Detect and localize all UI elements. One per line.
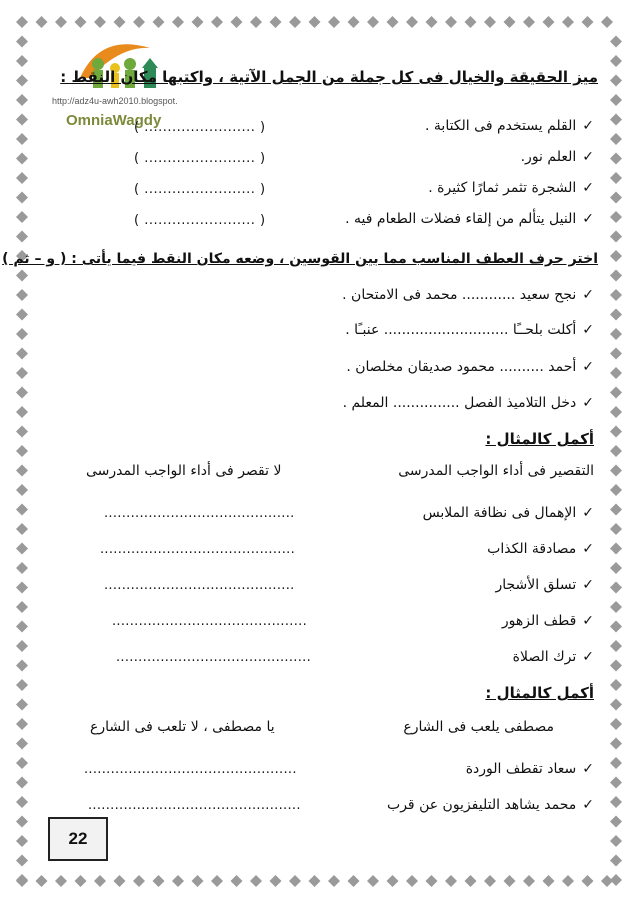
border-diamond (192, 875, 204, 887)
section2-item (342, 287, 594, 303)
border-diamond (610, 582, 622, 594)
border-diamond (16, 211, 28, 223)
border-diamond (250, 16, 262, 28)
border-diamond (406, 875, 418, 887)
border-diamond (16, 660, 28, 672)
border-diamond (16, 523, 28, 535)
border-diamond (16, 640, 28, 652)
border-diamond (133, 16, 145, 28)
border-diamond (16, 738, 28, 750)
border-diamond (465, 875, 477, 887)
border-diamond (16, 16, 28, 28)
border-diamond (610, 192, 622, 204)
border-diamond (426, 16, 438, 28)
item-text: الإهمال فى نظافة الملابس (422, 505, 577, 521)
border-diamond (94, 16, 106, 28)
item-text: الشجرة تثمر ثمارًا كثيرة . (428, 180, 577, 196)
border-diamond (16, 582, 28, 594)
border-diamond (610, 114, 622, 126)
border-diamond (16, 172, 28, 184)
border-diamond (523, 16, 535, 28)
example-right: يا مصطفى ، لا تلعب فى الشارع (90, 719, 275, 735)
item-text: مصادقة الكذاب (487, 541, 577, 557)
answer-blank: ( ........................ ) (134, 182, 266, 197)
answer-blank: ( ........................ ) (134, 151, 266, 166)
border-diamond (16, 426, 28, 438)
border-diamond (610, 445, 622, 457)
border-diamond (367, 16, 379, 28)
logo-brand: OmniaWagdy (66, 112, 162, 129)
border-diamond (610, 426, 622, 438)
border-diamond (348, 16, 360, 28)
section2-item (346, 359, 594, 375)
border-diamond (610, 231, 622, 243)
border-diamond (582, 875, 594, 887)
border-diamond (16, 562, 28, 574)
checkmark-icon: ✓ (582, 613, 594, 629)
border-diamond (16, 289, 28, 301)
border-diamond (610, 796, 622, 808)
item-text: النيل يتألم من إلقاء فضلات الطعام فيه . (345, 211, 577, 227)
checkmark-icon: ✓ (582, 541, 594, 557)
border-diamond (16, 601, 28, 613)
border-diamond (543, 875, 555, 887)
section1-item (521, 149, 594, 165)
border-diamond (16, 543, 28, 555)
checkmark-icon: ✓ (582, 211, 594, 227)
answer-dots: ............................................ (116, 650, 312, 665)
section1-item (345, 211, 594, 227)
border-diamond (16, 699, 28, 711)
example-left: التقصير فى أداء الواجب المدرسى (398, 463, 594, 479)
border-diamond (610, 855, 622, 867)
item-text: أحمد .......... محمود صديقان مخلصان . (346, 359, 577, 375)
section1-item (428, 180, 594, 196)
answer-dots: ............................................ (100, 542, 296, 557)
checkmark-icon: ✓ (582, 287, 594, 303)
item-text: العلم نور. (520, 149, 577, 165)
border-diamond (16, 445, 28, 457)
border-diamond (610, 504, 622, 516)
border-diamond (610, 777, 622, 789)
section4-item (387, 797, 594, 813)
checkmark-icon: ✓ (582, 577, 594, 593)
border-diamond (16, 757, 28, 769)
section3-item (502, 613, 594, 629)
border-diamond (610, 328, 622, 340)
checkmark-icon: ✓ (582, 797, 594, 813)
answer-dots: ........................................... (104, 506, 295, 521)
checkmark-icon: ✓ (582, 359, 594, 375)
checkmark-icon: ✓ (582, 149, 594, 165)
border-diamond (610, 640, 622, 652)
border-diamond (610, 75, 622, 87)
border-diamond (289, 875, 301, 887)
border-diamond (16, 796, 28, 808)
border-diamond (610, 835, 622, 847)
border-diamond (270, 875, 282, 887)
border-diamond (309, 875, 321, 887)
border-diamond (610, 523, 622, 535)
border-diamond (16, 835, 28, 847)
border-diamond (562, 16, 574, 28)
checkmark-icon: ✓ (582, 649, 594, 665)
border-diamond (610, 172, 622, 184)
border-diamond (211, 16, 223, 28)
border-diamond (610, 465, 622, 477)
section2-heading: اختر حرف العطف المناسب مما بين القوسين ، وضعه مكان النقط فيما يأتى : ( و – ثم ) (2, 251, 598, 267)
border-diamond (610, 348, 622, 360)
section2-item (343, 395, 594, 411)
border-diamond (610, 367, 622, 379)
border-diamond (36, 16, 48, 28)
border-diamond (16, 153, 28, 165)
border-diamond (16, 348, 28, 360)
border-diamond (610, 660, 622, 672)
example-right: لا تقصر فى أداء الواجب المدرسى (86, 463, 282, 479)
section3-heading: أكمل كالمثال : (485, 430, 594, 448)
checkmark-icon: ✓ (582, 761, 594, 777)
answer-dots: ................................................ (84, 762, 297, 777)
border-diamond (309, 16, 321, 28)
border-diamond (250, 875, 262, 887)
border-diamond (504, 16, 516, 28)
border-diamond (16, 231, 28, 243)
border-diamond (192, 16, 204, 28)
border-diamond (16, 114, 28, 126)
border-diamond (610, 738, 622, 750)
logo-url: http://adz4u-awh2010.blogspot. (52, 96, 178, 106)
border-diamond (610, 699, 622, 711)
border-diamond (610, 270, 622, 282)
border-diamond (465, 16, 477, 28)
checkmark-icon: ✓ (582, 395, 594, 411)
border-diamond (610, 250, 622, 262)
item-text: ترك الصلاة (512, 649, 577, 665)
border-diamond (16, 75, 28, 87)
border-diamond (75, 16, 87, 28)
border-diamond (16, 328, 28, 340)
border-diamond (270, 16, 282, 28)
border-diamond (610, 94, 622, 106)
border-diamond (610, 153, 622, 165)
border-diamond (504, 875, 516, 887)
border-diamond (133, 875, 145, 887)
checkmark-icon: ✓ (582, 118, 594, 134)
border-diamond (610, 36, 622, 48)
border-diamond (172, 875, 184, 887)
answer-dots: ................................................ (88, 798, 301, 813)
border-diamond (16, 816, 28, 828)
border-diamond (211, 875, 223, 887)
item-text: قطف الزهور (501, 613, 577, 629)
border-diamond (348, 875, 360, 887)
section3-item (487, 541, 594, 557)
border-diamond (610, 289, 622, 301)
section3-item (423, 505, 594, 521)
border-diamond (610, 621, 622, 633)
border-diamond (610, 55, 622, 67)
border-diamond (55, 875, 67, 887)
border-diamond (610, 874, 622, 886)
border-diamond (16, 504, 28, 516)
border-diamond (16, 36, 28, 48)
border-diamond (484, 16, 496, 28)
border-diamond (16, 406, 28, 418)
border-diamond (523, 875, 535, 887)
border-diamond (610, 757, 622, 769)
border-diamond (16, 192, 28, 204)
item-text: سعاد تقطف الوردة (465, 761, 577, 777)
border-diamond (16, 55, 28, 67)
border-diamond (610, 133, 622, 145)
border-diamond (75, 875, 87, 887)
border-diamond (328, 16, 340, 28)
answer-dots: ........................................... (104, 578, 295, 593)
border-diamond (610, 309, 622, 321)
border-diamond (610, 211, 622, 223)
border-diamond (543, 16, 555, 28)
item-text: تسلق الأشجار (495, 577, 577, 593)
section1-heading: ميز الحقيقة والخيال فى كل جملة من الجمل الآتية ، واكتبها مكان النقط : (60, 68, 598, 86)
border-diamond (610, 718, 622, 730)
border-diamond (16, 874, 28, 886)
border-diamond (610, 601, 622, 613)
border-diamond (16, 718, 28, 730)
item-text: أكلت بلحــًا ............................ عنبـًا . (345, 322, 577, 338)
section3-item (495, 577, 594, 593)
border-diamond (94, 875, 106, 887)
border-diamond (610, 816, 622, 828)
border-diamond (445, 875, 457, 887)
border-diamond (601, 16, 613, 28)
border-diamond (610, 387, 622, 399)
border-diamond (114, 16, 126, 28)
checkmark-icon: ✓ (582, 180, 594, 196)
family-logo-icon (70, 38, 180, 96)
section3-item (513, 649, 594, 665)
border-diamond (16, 309, 28, 321)
border-diamond (426, 875, 438, 887)
answer-blank: ( ........................ ) (134, 120, 266, 135)
section1-item (425, 118, 594, 134)
border-diamond (445, 16, 457, 28)
border-diamond (16, 133, 28, 145)
border-diamond (328, 875, 340, 887)
border-diamond (16, 387, 28, 399)
border-diamond (16, 621, 28, 633)
section4-heading: أكمل كالمثال : (485, 684, 594, 702)
border-diamond (610, 406, 622, 418)
border-diamond (231, 875, 243, 887)
border-diamond (114, 875, 126, 887)
border-diamond (484, 875, 496, 887)
border-diamond (16, 94, 28, 106)
border-diamond (610, 543, 622, 555)
border-diamond (610, 562, 622, 574)
border-diamond (231, 16, 243, 28)
item-text: القلم يستخدم فى الكتابة . (425, 118, 577, 134)
section4-item (466, 761, 594, 777)
border-diamond (582, 16, 594, 28)
border-diamond (172, 16, 184, 28)
border-diamond (55, 16, 67, 28)
item-text: نجح سعيد ............ محمد فى الامتحان . (342, 287, 577, 303)
answer-blank: ( ........................ ) (134, 213, 266, 228)
border-diamond (610, 679, 622, 691)
border-diamond (387, 875, 399, 887)
border-diamond (610, 484, 622, 496)
border-diamond (406, 16, 418, 28)
border-diamond (562, 875, 574, 887)
border-diamond (153, 16, 165, 28)
item-text: دخل التلاميذ الفصل ............... المعلم . (342, 395, 577, 411)
border-diamond (16, 484, 28, 496)
border-diamond (16, 270, 28, 282)
checkmark-icon: ✓ (582, 505, 594, 521)
border-diamond (16, 465, 28, 477)
border-diamond (153, 875, 165, 887)
checkmark-icon: ✓ (582, 322, 594, 338)
answer-dots: ............................................ (112, 614, 308, 629)
border-diamond (16, 777, 28, 789)
border-diamond (16, 367, 28, 379)
page-number: 22 (48, 817, 108, 861)
example-left: مصطفى يلعب فى الشارع (403, 719, 554, 735)
section2-item (345, 322, 594, 338)
item-text: محمد يشاهد التليفزيون عن قرب (387, 797, 577, 813)
border-diamond (289, 16, 301, 28)
border-diamond (36, 875, 48, 887)
border-diamond (16, 855, 28, 867)
border-diamond (16, 679, 28, 691)
border-diamond (367, 875, 379, 887)
border-diamond (387, 16, 399, 28)
